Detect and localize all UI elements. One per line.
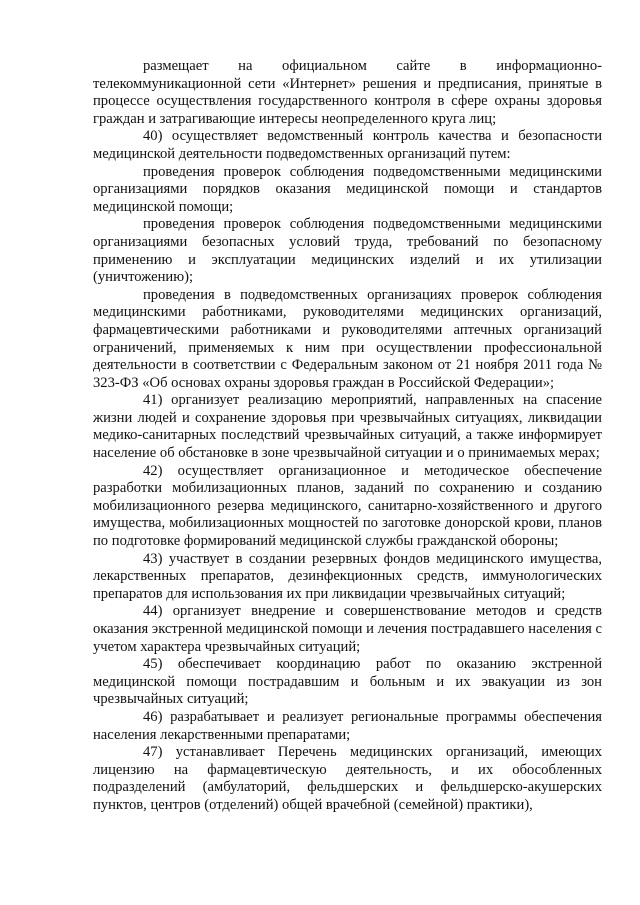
paragraph-publication: размещает на официальном сайте в информационно-телекоммуникационной сети «Интернет» решения и предписания, принятые в процессе осуществления государственного контроля в сфере охраны здоровья граждан и затрагивающие интересы неопределенного круга лиц; — [93, 58, 602, 127]
paragraph-item-40: 40) осуществляет ведомственный контроль качества и безопасности медицинской деятельности подведомственных организаций путем: — [93, 128, 602, 162]
paragraph-item-42: 42) осуществляет организационное и методическое обеспечение разработки мобилизационных планов, заданий по сохранению и созданию мобилизационного резерва медицинского, санитарно-хозяйственного и другого имущества, мобилизационных мощностей по заготовке донорской крови, планов по подготовке формирований медицинской службы гражданской обороны; — [93, 462, 602, 550]
paragraph-item-40-checks-restrictions: проведения в подведомственных организациях проверок соблюдения медицинскими работниками, руководителями медицинских организаций, фармацевтическими работниками и руководителями аптечных организаций ограничений, применяемых к ним при осуществлении профессиональной деятельности в соответствии с Федеральным законом от 21 ноября 2011 года № 323-ФЗ «Об основах охраны здоровья граждан в Российской Федерации»; — [93, 286, 602, 391]
document-page — [93, 58, 602, 815]
paragraph-item-45: 45) обеспечивает координацию работ по оказанию экстренной медицинской помощи пострадавшим и больным и их эвакуации из зон чрезвычайных ситуаций; — [93, 656, 602, 708]
paragraph-item-41: 41) организует реализацию мероприятий, направленных на спасение жизни людей и сохранение здоровья при чрезвычайных ситуациях, ликвидации медико-санитарных последствий чрезвычайных ситуаций, а также информирует население об обстановке в зоне чрезвычайной ситуации и о принимаемых мерах; — [93, 392, 602, 462]
paragraph-item-43: 43) участвует в создании резервных фондов медицинского имущества, лекарственных препаратов, дезинфекционных средств, иммунологических препаратов для использования их при ликвидации чрезвычайных ситуаций; — [93, 550, 602, 602]
paragraph-item-44: 44) организует внедрение и совершенствование методов и средств оказания экстренной медицинской помощи и лечения пострадавшего населения с учетом характера чрезвычайных ситуаций; — [93, 603, 602, 655]
paragraph-item-40-checks-safety: проведения проверок соблюдения подведомственными медицинскими организациями безопасных условий труда, требований по безопасному применению и эксплуатации медицинских изделий и их утилизации (уничтожению); — [93, 216, 602, 286]
paragraph-item-47: 47) устанавливает Перечень медицинских организаций, имеющих лицензию на фармацевтическую деятельность, и их обособленных подразделений (амбулаторий, фельдшерских и фельдшерско-акушерских пунктов, центров (отделений) общей врачебной (семейной) практики), — [93, 744, 602, 813]
paragraph-item-40-checks-procedures: проведения проверок соблюдения подведомственными медицинскими организациями порядков оказания медицинской помощи и стандартов медицинской помощи; — [93, 163, 602, 215]
paragraph-item-46: 46) разрабатывает и реализует региональные программы обеспечения населения лекарственными препаратами; — [93, 708, 602, 743]
